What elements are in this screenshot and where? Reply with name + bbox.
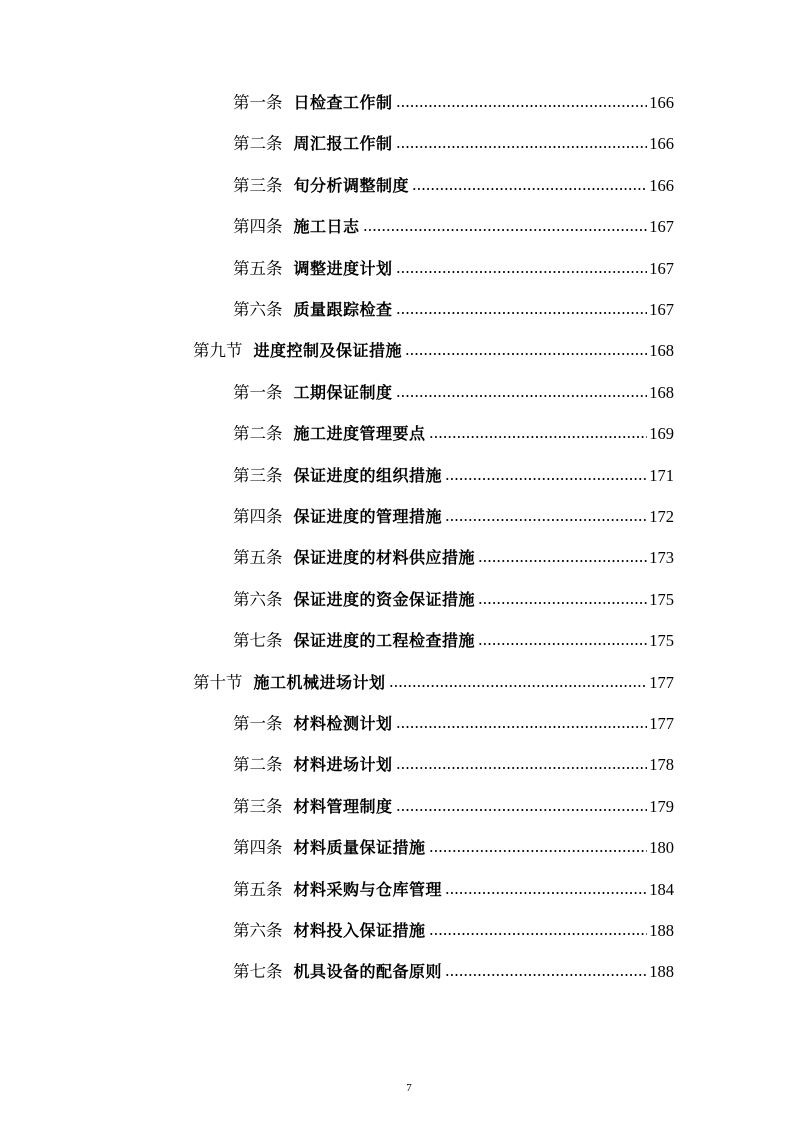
toc-entry-title: 材料投入保证措施 [293,921,426,940]
toc-dot-leader [363,226,648,234]
toc-entry-label: 第二条 [233,134,283,154]
toc-section-entry[interactable] [193,669,674,697]
toc-dot-leader [445,971,647,979]
toc-dot-leader [396,102,648,110]
toc-entry-title: 施工机械进场计划 [253,672,386,692]
toc-entry-label: 第二条 [233,755,283,775]
toc-dot-leader [396,143,648,151]
toc-dot-leader [396,723,648,731]
toc-article-entry[interactable] [233,876,674,904]
toc-article-entry[interactable] [233,958,674,986]
toc-dot-leader [396,806,648,814]
toc-entry-page-number: 173 [649,548,674,568]
toc-entry-title: 保证进度的材料供应措施 [293,548,476,568]
toc-dot-leader [429,433,648,441]
toc-dot-leader [478,557,647,565]
toc-entry-label: 第一条 [233,382,283,402]
toc-entry-title: 旬分析调整制度 [293,175,410,195]
toc-dot-leader [429,930,648,938]
toc-dot-leader [445,516,647,524]
toc-entry-label: 第三条 [233,175,283,195]
toc-entry-label: 第七条 [233,631,283,651]
toc-entry-title: 材料进场计划 [293,755,393,775]
toc-entry-title: 日检查工作制 [293,93,393,112]
page-number: 7 [406,1082,412,1094]
toc-entry-title: 保证进度的组织措施 [293,465,443,485]
toc-article-entry[interactable] [233,710,674,738]
toc-dot-leader [445,475,647,483]
toc-dot-leader [396,392,648,400]
toc-entry-title: 施工进度管理要点 [293,424,426,444]
toc-article-entry[interactable] [233,379,674,407]
toc-entry-title: 调整进度计划 [293,258,393,278]
toc-dot-leader [478,640,647,648]
toc-article-entry[interactable] [233,627,674,655]
toc-entry-page-number: 167 [649,217,674,237]
toc-article-entry[interactable] [233,544,674,572]
toc-entry-title: 工期保证制度 [293,382,393,402]
toc-article-entry[interactable] [233,213,674,241]
toc-article-entry[interactable] [233,89,674,117]
toc-article-entry[interactable] [233,751,674,779]
toc-entry-page-number: 166 [649,134,674,154]
toc-dot-leader [389,682,648,690]
toc-entry-title: 进度控制及保证措施 [253,341,403,361]
toc-entry-page-number: 184 [649,879,674,899]
toc-entry-page-number: 166 [649,175,674,195]
toc-entry-title: 周汇报工作制 [293,134,393,154]
toc-entry-page-number: 171 [649,465,674,485]
toc-entry-page-number: 167 [649,300,674,319]
toc-dot-leader [396,268,648,276]
toc-entry-page-number: 169 [649,424,674,444]
toc-dot-leader [445,889,647,897]
toc-entry-title: 机具设备的配备原则 [293,962,443,982]
toc-entry-page-number: 175 [649,589,674,609]
toc-entry-page-number: 177 [649,714,674,733]
toc-entry-page-number: 168 [649,382,674,402]
toc-entry-label: 第五条 [233,258,283,278]
toc-entry-label: 第六条 [233,300,283,319]
toc-entry-page-number: 188 [649,962,674,982]
toc-article-entry[interactable] [233,834,674,862]
toc-entry-label: 第一条 [233,714,283,733]
toc-entry-title: 材料管理制度 [293,796,393,816]
toc-article-entry[interactable] [233,172,674,200]
toc-entry-label: 第六条 [233,921,283,940]
toc-entry-title: 保证进度的管理措施 [293,507,443,526]
toc-entry-label: 第四条 [233,507,283,526]
toc-dot-leader [396,309,648,317]
toc-entry-page-number: 178 [649,755,674,775]
toc-entry-title: 质量跟踪检查 [293,300,393,319]
toc-article-entry[interactable] [233,420,674,448]
toc-entry-label: 第四条 [233,217,283,237]
toc-entry-label: 第五条 [233,879,283,899]
toc-entry-page-number: 177 [649,672,674,692]
toc-entry-title: 保证进度的工程检查措施 [293,631,476,651]
toc-article-entry[interactable] [233,503,674,531]
toc-article-entry[interactable] [233,255,674,283]
toc-article-entry[interactable] [233,793,674,821]
toc-entry-label: 第一条 [233,93,283,112]
toc-entry-label: 第六条 [233,589,283,609]
toc-entry-label: 第二条 [233,424,283,444]
toc-entry-label: 第三条 [233,465,283,485]
toc-entry-label: 第三条 [233,796,283,816]
toc-entry-page-number: 172 [649,507,674,526]
toc-article-entry[interactable] [233,130,674,158]
toc-dot-leader [478,599,647,607]
toc-entry-page-number: 167 [649,258,674,278]
toc-entry-label: 第四条 [233,838,283,858]
toc-entry-title: 材料质量保证措施 [293,838,426,858]
toc-entry-title: 保证进度的资金保证措施 [293,589,476,609]
toc-article-entry[interactable] [233,462,674,490]
toc-entry-label: 第五条 [233,548,283,568]
toc-entry-page-number: 166 [649,93,674,112]
toc-entry-page-number: 175 [649,631,674,651]
toc-entry-page-number: 188 [649,921,674,940]
toc-dot-leader [429,847,648,855]
toc-entry-label: 第九节 [193,341,243,361]
toc-article-entry[interactable] [233,586,674,614]
toc-section-entry[interactable] [193,337,674,365]
toc-entry-label: 第十节 [193,672,243,692]
toc-entry-title: 施工日志 [293,217,360,237]
toc-entry-title: 材料采购与仓库管理 [293,879,443,899]
toc-entry-page-number: 179 [649,796,674,816]
toc-dot-leader [412,185,647,193]
toc-dot-leader [405,350,647,358]
toc-dot-leader [396,764,648,772]
toc-entry-title: 材料检测计划 [293,714,393,733]
toc-entry-page-number: 168 [649,341,674,361]
toc-article-entry[interactable] [233,917,674,945]
toc-entry-page-number: 180 [649,838,674,858]
toc-entry-label: 第七条 [233,962,283,982]
toc-article-entry[interactable] [233,296,674,324]
